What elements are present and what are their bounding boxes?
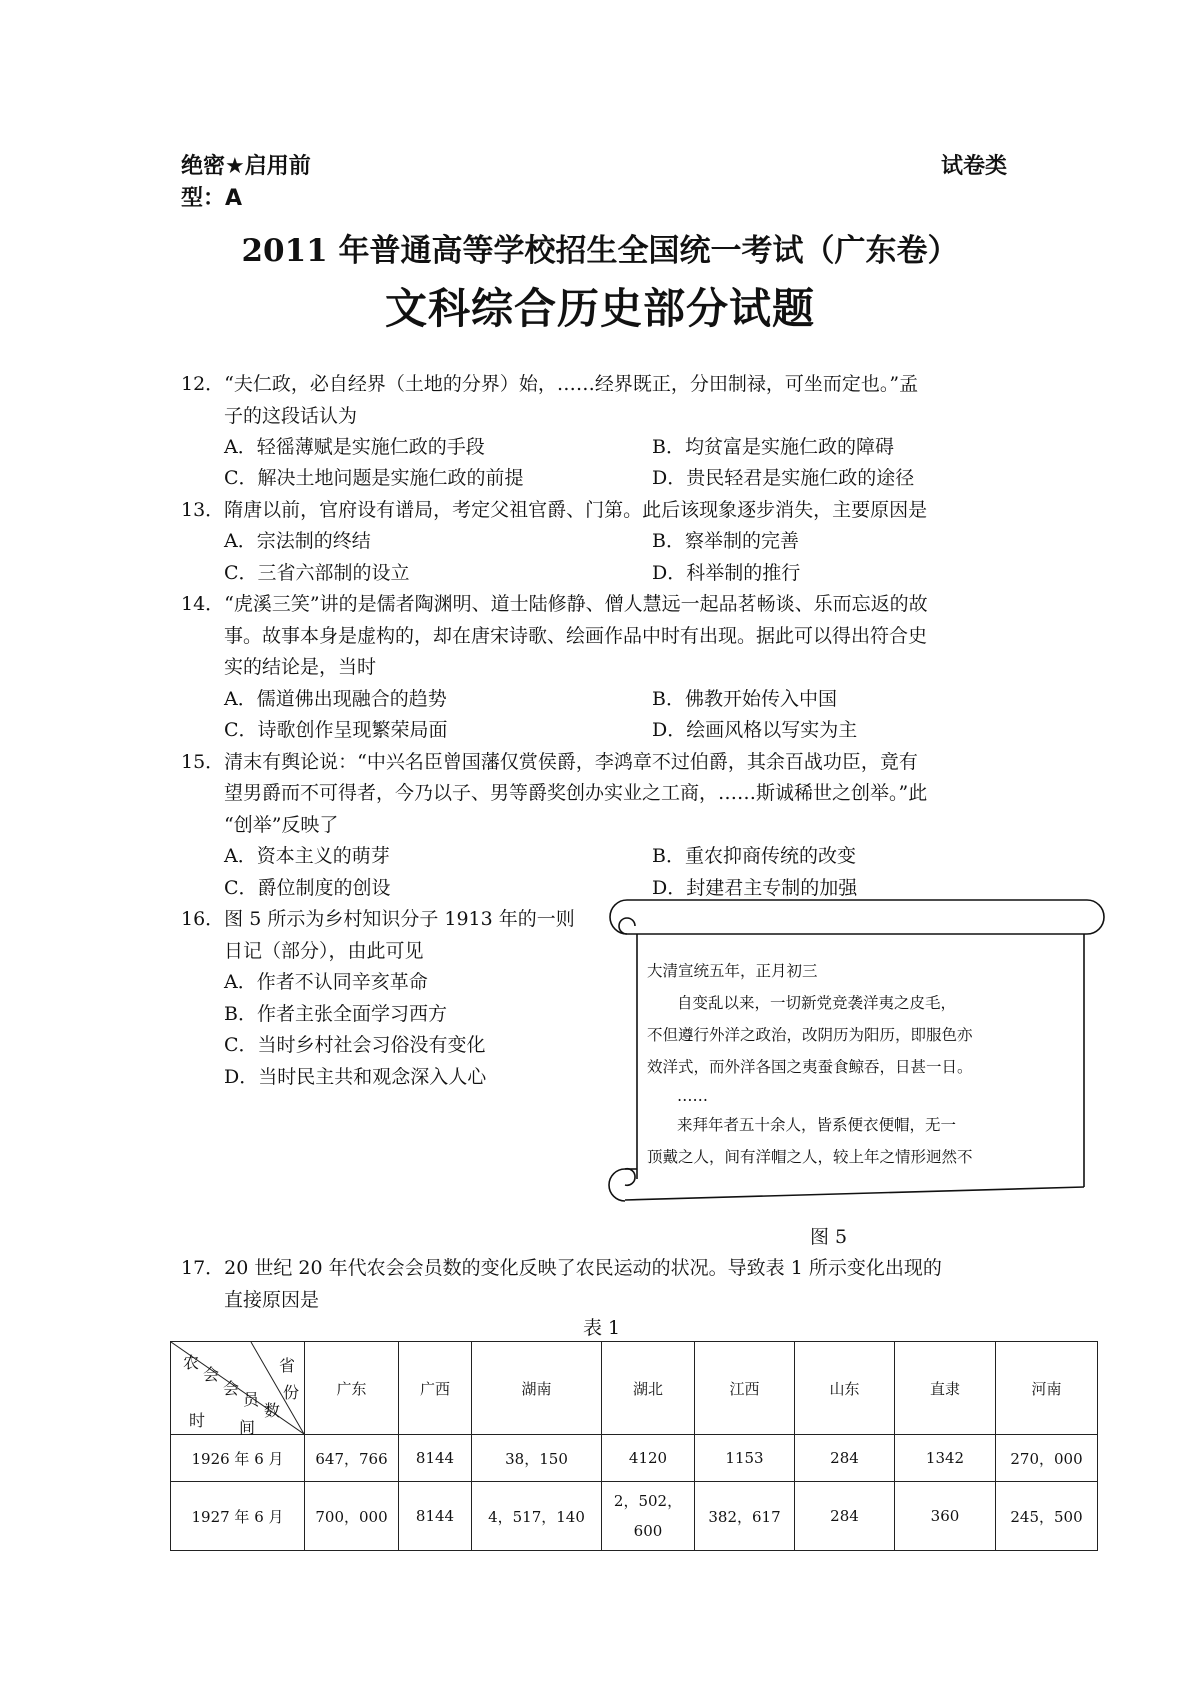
column-header: 直隶 (895, 1342, 996, 1435)
diary-date-line: 大清宣统五年，正月初三 (647, 962, 818, 980)
option-d: D．当时民主共和观念深入人心 (224, 1066, 487, 1088)
table-cell: 284 (795, 1482, 895, 1551)
table-cell: 4120 (602, 1435, 695, 1482)
option-c: C．当时乡村社会习俗没有变化 (224, 1034, 486, 1056)
column-header: 江西 (695, 1342, 795, 1435)
column-header: 广东 (305, 1342, 399, 1435)
question-stem-line: 16．图 5 所示为乡村知识分子 1913 年的一则 (181, 908, 575, 930)
column-header: 河南 (996, 1342, 1098, 1435)
corner-label: 会 (223, 1379, 240, 1398)
option-d: D．封建君主专制的加强 (652, 877, 858, 899)
column-header: 山东 (795, 1342, 895, 1435)
diary-line: 顶戴之人，间有洋帽之人，较上年之情形迥然不 (647, 1148, 973, 1166)
table-cell: 647，766 (305, 1435, 399, 1482)
option-a: A．轻徭薄赋是实施仁政的手段 (224, 436, 485, 458)
table-cell: 245，500 (996, 1482, 1098, 1551)
question-stem-line: 子的这段话认为 (224, 405, 358, 427)
question-stem-line: 事。故事本身是虚构的，却在唐宋诗歌、绘画作品中时有出现。据此可以得出符合史 (224, 625, 928, 647)
option-a: A．资本主义的萌芽 (224, 845, 390, 867)
corner-label: 间 (239, 1418, 256, 1437)
corner-label: 会 (203, 1365, 220, 1384)
question-stem-line: 13．隋唐以前，官府设有谱局，考定父祖官爵、门第。此后该现象逐步消失，主要原因是 (181, 499, 928, 521)
option-b: B．佛教开始传入中国 (652, 688, 837, 710)
table-cell-line: 2，502， (613, 1492, 683, 1510)
option-d: D．绘画风格以写实为主 (652, 719, 858, 741)
column-header: 湖北 (602, 1342, 695, 1435)
table-1-caption: 表 1 (583, 1317, 621, 1339)
paper-subtitle: 文科综合历史部分试题 (384, 284, 815, 333)
option-b: B．作者主张全面学习西方 (224, 1003, 447, 1025)
option-c: C．爵位制度的创设 (224, 877, 391, 899)
corner-label: 员 (243, 1390, 260, 1409)
question-stem-line: 日记（部分），由此可见 (224, 940, 424, 962)
option-b: B．察举制的完善 (652, 530, 799, 552)
option-d: D．贵民轻君是实施仁政的途径 (652, 467, 915, 489)
question-stem-line: 实的结论是，当时 (224, 656, 377, 678)
table-cell: 1153 (695, 1435, 795, 1482)
table-row (171, 1482, 1098, 1551)
question-stem-line: 望男爵而不可得者，今乃以子、男等爵奖创办实业之工商，……斯诚稀世之创举。”此 (224, 782, 928, 804)
question-stem-line: “创举”反映了 (224, 814, 339, 836)
diary-ellipsis: …… (677, 1087, 708, 1105)
diary-excerpt (647, 955, 1042, 1173)
option-d: D．科举制的推行 (652, 562, 801, 584)
option-b: B．均贫富是实施仁政的障碍 (652, 436, 894, 458)
corner-label: 时 (189, 1411, 206, 1430)
corner-label: 省 (279, 1356, 296, 1375)
question-stem-line: 12．“夫仁政，必自经界（土地的分界）始，……经界既正，分田制禄，可坐而定也。”孟 (181, 373, 919, 395)
row-label: 1926 年 6 月 (171, 1435, 305, 1482)
table-cell: 8144 (399, 1482, 472, 1551)
corner-label: 份 (283, 1383, 300, 1402)
table-cell: 270，000 (996, 1435, 1098, 1482)
option-a: A．宗法制的终结 (224, 530, 371, 552)
option-c: C．解决土地问题是实施仁政的前提 (224, 467, 524, 489)
question-stem-line: 14．“虎溪三笑”讲的是儒者陶渊明、道士陆修静、僧人慧远一起品茗畅谈、乐而忘返的故 (181, 593, 928, 615)
exam-title: 2011 年普通高等学校招生全国统一考试（广东卷） (241, 233, 959, 269)
option-c: C．诗歌创作呈现繁荣局面 (224, 719, 448, 741)
confidential-label: 绝密★启用前 (181, 154, 311, 179)
table-1-peasant-association-members (170, 1341, 1098, 1551)
table-cell: 360 (895, 1482, 996, 1551)
option-c: C．三省六部制的设立 (224, 562, 410, 584)
table-cell: 38，150 (472, 1435, 602, 1482)
diary-line: 效洋式，而外洋各国之夷蚕食鲸吞，日甚一日。 (647, 1058, 973, 1076)
diary-line: 来拜年者五十余人，皆系便衣便帽，无一 (677, 1116, 957, 1134)
column-header: 湖南 (472, 1342, 602, 1435)
question-stem-line: 直接原因是 (224, 1289, 320, 1311)
table-cell: 700，000 (305, 1482, 399, 1551)
table-cell: 8144 (399, 1435, 472, 1482)
table-row (171, 1435, 1098, 1482)
question-stem-line: 17．20 世纪 20 年代农会会员数的变化反映了农民运动的状况。导致表 1 所示变化出现的 (181, 1257, 942, 1279)
row-label: 1927 年 6 月 (171, 1482, 305, 1551)
table-header-row (171, 1342, 1098, 1435)
column-header: 广西 (399, 1342, 472, 1435)
table-cell: 284 (795, 1435, 895, 1482)
table-cell (602, 1482, 695, 1551)
table-cell: 1342 (895, 1435, 996, 1482)
diary-line: 不但遵行外洋之政治，改阴历为阳历，即服色亦 (647, 1026, 973, 1044)
corner-label: 数 (264, 1401, 281, 1420)
option-b: B．重农抑商传统的改变 (652, 845, 856, 867)
paper-type-label-part2: 型：A (181, 186, 243, 211)
diary-line: 自变乱以来，一切新党竞袭洋夷之皮毛， (677, 994, 957, 1012)
question-stem-line: 15．清末有舆论说：“中兴名臣曾国藩仅赏侯爵，李鸿章不过伯爵，其余百战功臣，竟有 (181, 751, 918, 773)
table-cell: 4，517，140 (472, 1482, 602, 1551)
option-a: A．作者不认同辛亥革命 (224, 971, 428, 993)
figure-5-caption: 图 5 (810, 1226, 848, 1248)
paper-type-label-part1: 试卷类 (941, 154, 1008, 179)
corner-label: 农 (183, 1353, 200, 1372)
table-corner-cell (171, 1342, 305, 1435)
option-a: A．儒道佛出现融合的趋势 (224, 688, 447, 710)
table-cell-line: 600 (633, 1522, 663, 1540)
table-cell: 382，617 (695, 1482, 795, 1551)
